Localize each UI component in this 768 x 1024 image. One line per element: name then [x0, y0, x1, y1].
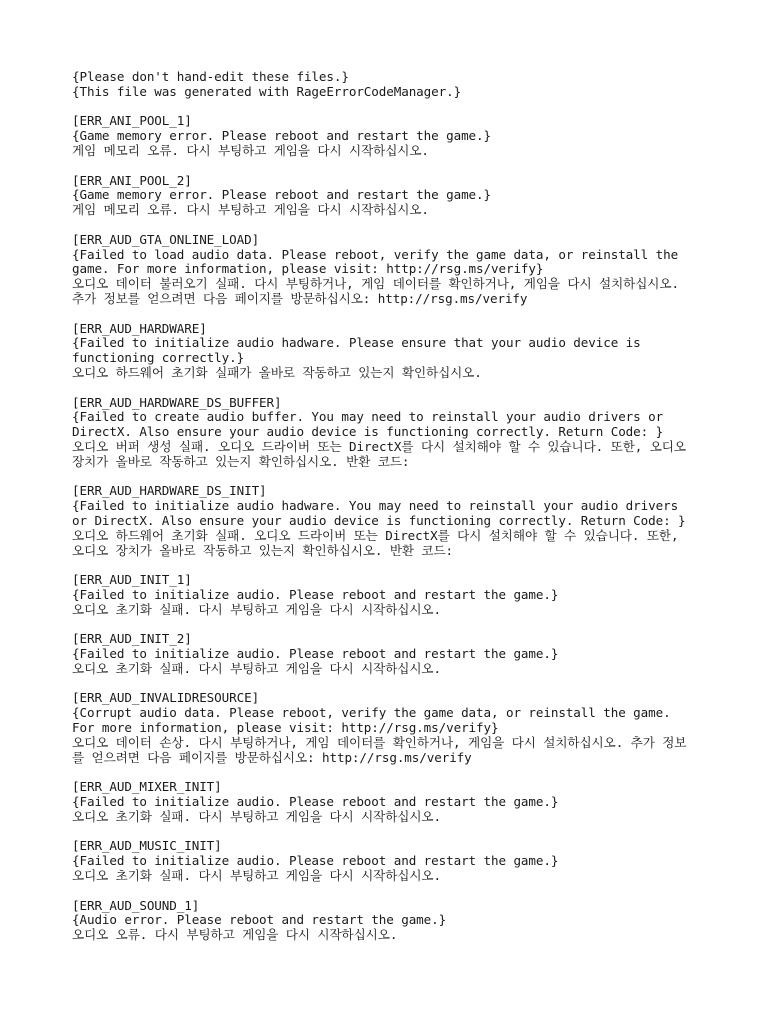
error-code-key: [ERR_AUD_SOUND_1] [72, 897, 200, 913]
error-code-key: [ERR_AUD_INIT_1] [72, 572, 192, 588]
document-page [72, 70, 712, 943]
error-entry [72, 233, 712, 307]
english-message: {Failed to initialize audio hadware. You may need to reinstall your audio drivers [72, 498, 679, 514]
message-line: 오디오 초기화 실패. 다시 부팅하고 게임을 다시 시작하십시오. [72, 868, 441, 884]
english-message: {Failed to initialize audio. Please reboot and restart the game.} [72, 794, 559, 810]
english-message: {Corrupt audio data. Please reboot, verify the game data, or reinstall the game. [72, 705, 671, 721]
file-header [72, 70, 712, 100]
message-line: For more information, please visit: http://rsg.ms/verify} [72, 720, 499, 736]
english-message: {Failed to load audio data. Please reboot, verify the game data, or reinstall the [72, 246, 679, 262]
message-line: functioning correctly.} [72, 350, 245, 366]
error-code-key: [ERR_AUD_INVALIDRESOURCE] [72, 690, 260, 706]
english-message: {Failed to initialize audio hadware. Please ensure that your audio device is [72, 335, 641, 351]
error-code-key: [ERR_ANI_POOL_1] [72, 113, 192, 129]
error-code-key: [ERR_AUD_GTA_ONLINE_LOAD] [72, 231, 260, 247]
message-line: 오디오 초기화 실패. 다시 부팅하고 게임을 다시 시작하십시오. [72, 601, 441, 617]
error-entry [72, 691, 712, 765]
message-line: 추가 정보를 얻으려면 다음 페이지를 방문하십시오: http://rsg.ms/verify [72, 290, 528, 306]
english-message: {Failed to initialize audio. Please reboot and restart the game.} [72, 853, 559, 869]
error-entry [72, 484, 712, 558]
error-code-key: [ERR_AUD_MUSIC_INIT] [72, 838, 222, 854]
header-line: {This file was generated with RageErrorCodeManager.} [72, 83, 462, 99]
english-message: {Audio error. Please reboot and restart the game.} [72, 912, 447, 928]
message-line: 오디오 장치가 올바로 작동하고 있는지 확인하십시오. 반환 코드: [72, 542, 454, 558]
english-message: {Failed to create audio buffer. You may need to reinstall your audio drivers or [72, 409, 664, 425]
english-message: {Game memory error. Please reboot and restart the game.} [72, 128, 491, 144]
error-code-key: [ERR_AUD_HARDWARE] [72, 320, 207, 336]
message-line: DirectX. Also ensure your audio device is functioning correctly. Return Code: } [72, 424, 664, 440]
message-line: 오디오 데이터 불러오기 실패. 다시 부팅하거나, 게임 데이터를 확인하거나, 게임을 다시 설치하십시오. [72, 276, 679, 292]
message-line: 게임 메모리 오류. 다시 부팅하고 게임을 다시 시작하십시오. [72, 142, 429, 158]
message-line: or DirectX. Also ensure your audio device is functioning correctly. Return Code: } [72, 512, 686, 528]
message-line: 장치가 올바로 작동하고 있는지 확인하십시오. 반환 코드: [72, 453, 410, 469]
message-line: 오디오 데이터 손상. 다시 부팅하거나, 게임 데이터를 확인하거나, 게임을 다시 설치하십시오. 추가 정보 [72, 734, 687, 750]
english-message: {Failed to initialize audio. Please reboot and restart the game.} [72, 646, 559, 662]
message-line: game. For more information, please visit: http://rsg.ms/verify} [72, 261, 544, 277]
error-entries [72, 114, 712, 943]
error-entry [72, 573, 712, 617]
error-code-key: [ERR_AUD_MIXER_INIT] [72, 779, 222, 795]
error-code-key: [ERR_AUD_HARDWARE_DS_INIT] [72, 483, 267, 499]
error-entry [72, 174, 712, 218]
error-entry [72, 632, 712, 676]
error-code-key: [ERR_ANI_POOL_2] [72, 172, 192, 188]
english-message: {Game memory error. Please reboot and restart the game.} [72, 187, 491, 203]
error-entry [72, 780, 712, 824]
error-code-key: [ERR_AUD_HARDWARE_DS_BUFFER] [72, 394, 282, 410]
message-line: 오디오 버퍼 생성 실패. 오디오 드라이버 또는 DirectX를 다시 설치해야 할 수 있습니다. 또한, 오디오 [72, 438, 686, 454]
message-line: 오디오 초기화 실패. 다시 부팅하고 게임을 다시 시작하십시오. [72, 808, 441, 824]
message-line: 오디오 하드웨어 초기화 실패가 올바로 작동하고 있는지 확인하십시오. [72, 364, 482, 380]
header-line: {Please don't hand-edit these files.} [72, 69, 349, 84]
message-line: 를 얻으려면 다음 페이지를 방문하십시오: http://rsg.ms/verify [72, 749, 472, 765]
error-code-key: [ERR_AUD_INIT_2] [72, 631, 192, 647]
error-entry [72, 396, 712, 470]
message-line: 오디오 오류. 다시 부팅하고 게임을 다시 시작하십시오. [72, 927, 398, 943]
error-entry [72, 322, 712, 381]
message-line: 오디오 초기화 실패. 다시 부팅하고 게임을 다시 시작하십시오. [72, 660, 441, 676]
error-entry [72, 114, 712, 158]
error-entry [72, 899, 712, 943]
english-message: {Failed to initialize audio. Please reboot and restart the game.} [72, 586, 559, 602]
error-entry [72, 839, 712, 883]
message-line: 게임 메모리 오류. 다시 부팅하고 게임을 다시 시작하십시오. [72, 202, 429, 218]
message-line: 오디오 하드웨어 초기화 실패. 오디오 드라이버 또는 DirectX를 다시 설치해야 할 수 있습니다. 또한, [72, 527, 679, 543]
